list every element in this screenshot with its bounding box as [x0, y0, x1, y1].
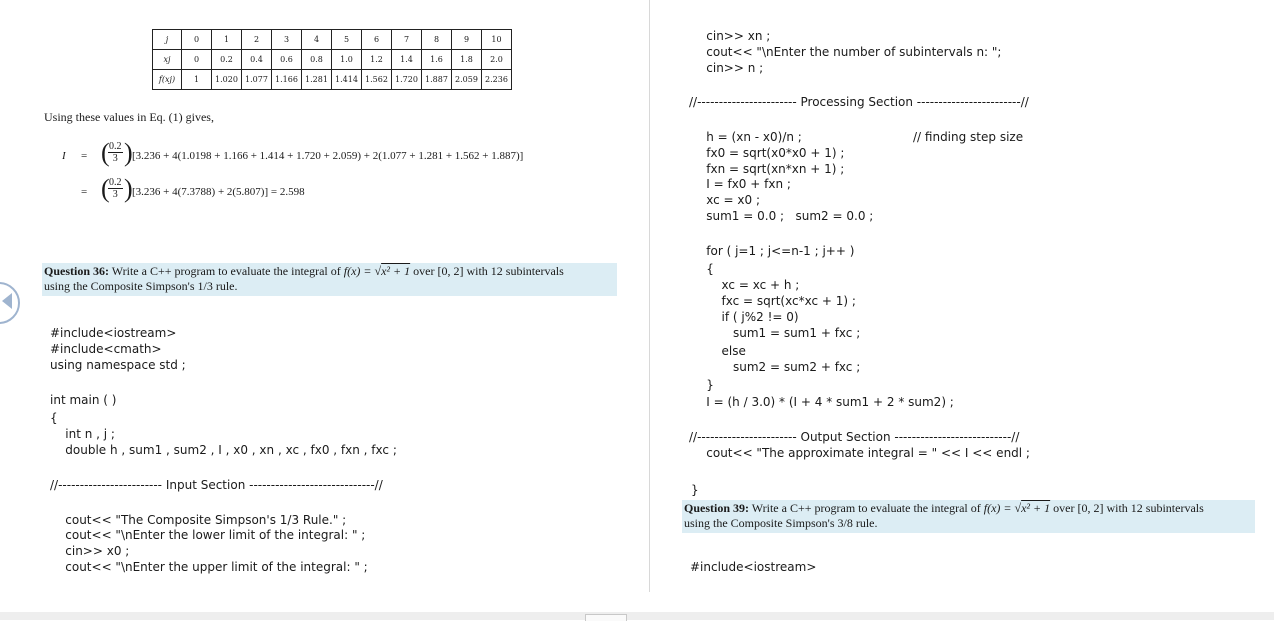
fraction	[108, 177, 123, 200]
table-cell: 6	[362, 30, 392, 50]
function-expression: f(x) = √	[983, 501, 1022, 515]
table-cell: 3	[272, 30, 302, 50]
code-line: sum2 = sum2 + fxc ;	[691, 360, 861, 374]
question-label: Question 39:	[684, 501, 750, 515]
code-line: fxc = sqrt(xc*xc + 1) ;	[691, 294, 856, 308]
radicand: x² + 1	[1021, 501, 1051, 515]
table-cell: 1.8	[452, 50, 482, 70]
values-table	[152, 29, 512, 90]
code-line: xc = xc + h ;	[691, 278, 800, 292]
open-paren: (	[101, 174, 110, 203]
code-line: cin>> x0 ;	[50, 544, 130, 558]
table-cell: 2.0	[482, 50, 512, 70]
table-cell: 1	[212, 30, 242, 50]
code-section-comment: //------------------------ Input Section -----------------------------//	[50, 478, 383, 492]
table-cell: 2	[242, 30, 272, 50]
function-expression: f(x) = √	[343, 264, 382, 278]
code-line: using namespace std ;	[50, 358, 186, 372]
code-section-comment: //----------------------- Processing Section ------------------------//	[689, 95, 1029, 109]
table-cell: 1.2	[362, 50, 392, 70]
close-paren: )	[124, 174, 133, 203]
table-cell: 1.562	[362, 70, 392, 90]
fraction	[108, 141, 123, 164]
code-line: double h , sum1 , sum2 , I , x0 , xn , xc , fx0 , fxn , fxc ;	[50, 443, 397, 457]
code-line: #include<iostream>	[690, 560, 817, 574]
open-paren: (	[101, 138, 110, 167]
code-line: cout<< "\nEnter the number of subintervals n: ";	[691, 45, 1002, 59]
equation-lhs: I	[62, 150, 66, 162]
fraction-denominator: 3	[112, 153, 118, 164]
equation-line-1: [3.236 + 4(1.0198 + 1.166 + 1.414 + 1.720 + 2.059) + 2(1.077 + 1.281 + 1.562 + 1.887)]	[132, 150, 524, 162]
table-cell: 1.6	[422, 50, 452, 70]
equation-equals: =	[81, 150, 88, 162]
table-cell: 4	[302, 30, 332, 50]
question-text: Write a C++ program to evaluate the integral of	[749, 501, 984, 515]
equation-equals: =	[81, 186, 88, 198]
table-cell: 1	[182, 70, 212, 90]
table-row	[153, 70, 512, 90]
bottom-scrollbar[interactable]	[0, 612, 1274, 620]
code-line: sum1 = 0.0 ; sum2 = 0.0 ;	[691, 209, 874, 223]
table-cell: 1.887	[422, 70, 452, 90]
table-cell: 0	[182, 50, 212, 70]
code-line: {	[50, 411, 58, 425]
code-line: int n , j ;	[50, 427, 115, 441]
code-line: for ( j=1 ; j<=n-1 ; j++ )	[691, 244, 855, 258]
table-cell: 0.8	[302, 50, 332, 70]
question-text: over [0, 2] with 12 subintervals	[410, 264, 564, 278]
code-line: #include<cmath>	[50, 342, 162, 356]
table-cell: 7	[392, 30, 422, 50]
code-line: I = fx0 + fxn ;	[691, 177, 791, 191]
code-comment: // finding step size	[913, 130, 1024, 144]
table-cell: 5	[332, 30, 362, 50]
table-cell: 1.077	[242, 70, 272, 90]
question-text: using the Composite Simpson's 1/3 rule.	[44, 279, 238, 293]
back-navigation-button[interactable]	[0, 282, 20, 324]
code-line: {	[691, 262, 714, 276]
table-cell: 0.2	[212, 50, 242, 70]
code-line: #include<iostream>	[50, 326, 177, 340]
table-cell: 1.0	[332, 50, 362, 70]
question-39	[682, 500, 1255, 533]
table-cell: f(xj)	[153, 70, 182, 90]
table-cell: j	[153, 30, 182, 50]
code-line: I = (h / 3.0) * (I + 4 * sum1 + 2 * sum2) ;	[691, 395, 954, 409]
code-line: xc = x0 ;	[691, 193, 761, 207]
table-cell: 1.4	[392, 50, 422, 70]
close-paren: )	[124, 138, 133, 167]
table-cell: 1.281	[302, 70, 332, 90]
table-cell: 2.236	[482, 70, 512, 90]
fraction-denominator: 3	[112, 189, 118, 200]
question-text: using the Composite Simpson's 3/8 rule.	[684, 516, 878, 530]
code-line: cin>> xn ;	[691, 29, 771, 43]
table-cell: 8	[422, 30, 452, 50]
question-36	[42, 263, 617, 296]
table-cell: 1.166	[272, 70, 302, 90]
right-page	[651, 0, 1274, 592]
code-line: cout<< "\nEnter the lower limit of the integral: " ;	[50, 528, 366, 542]
table-cell: xj	[153, 50, 182, 70]
table-cell: 0.6	[272, 50, 302, 70]
code-line: }	[691, 378, 714, 392]
table-cell: 1.020	[212, 70, 242, 90]
table-cell: 9	[452, 30, 482, 50]
chevron-left-icon	[0, 292, 14, 310]
code-line: cout<< "The approximate integral = " << I << endl ;	[691, 446, 1030, 460]
equation-line-2: [3.236 + 4(7.3788) + 2(5.807)] = 2.598	[132, 186, 305, 198]
table-cell: 2.059	[452, 70, 482, 90]
question-text: over [0, 2] with 12 subintervals	[1050, 501, 1204, 515]
code-line: else	[691, 344, 746, 358]
table-cell: 1.720	[392, 70, 422, 90]
code-line: cout<< "\nEnter the upper limit of the integral: " ;	[50, 560, 368, 574]
table-cell: 1.414	[332, 70, 362, 90]
page-divider	[649, 0, 650, 592]
code-line: cout<< "The Composite Simpson's 1/3 Rule." ;	[50, 513, 347, 527]
code-section-comment: //----------------------- Output Section ---------------------------//	[689, 430, 1020, 444]
question-label: Question 36:	[44, 264, 110, 278]
fraction-numerator: 0.2	[109, 141, 122, 152]
question-text: Write a C++ program to evaluate the integral of	[109, 264, 344, 278]
code-line: h = (xn - x0)/n ;	[691, 130, 802, 144]
code-line: sum1 = sum1 + fxc ;	[691, 326, 861, 340]
left-page	[0, 0, 648, 592]
using-values-text: Using these values in Eq. (1) gives,	[44, 110, 214, 124]
code-line: cin>> n ;	[691, 61, 764, 75]
code-line: fxn = sqrt(xn*xn + 1) ;	[691, 162, 845, 176]
table-cell: 10	[482, 30, 512, 50]
radicand: x² + 1	[381, 264, 411, 278]
code-line: fx0 = sqrt(x0*x0 + 1) ;	[691, 146, 845, 160]
table-row	[153, 30, 512, 50]
code-line: }	[691, 483, 699, 497]
table-row	[153, 50, 512, 70]
table-cell: 0.4	[242, 50, 272, 70]
fraction-numerator: 0.2	[109, 177, 122, 188]
code-line: int main ( )	[50, 393, 117, 407]
code-line: if ( j%2 != 0)	[691, 310, 799, 324]
table-cell: 0	[182, 30, 212, 50]
